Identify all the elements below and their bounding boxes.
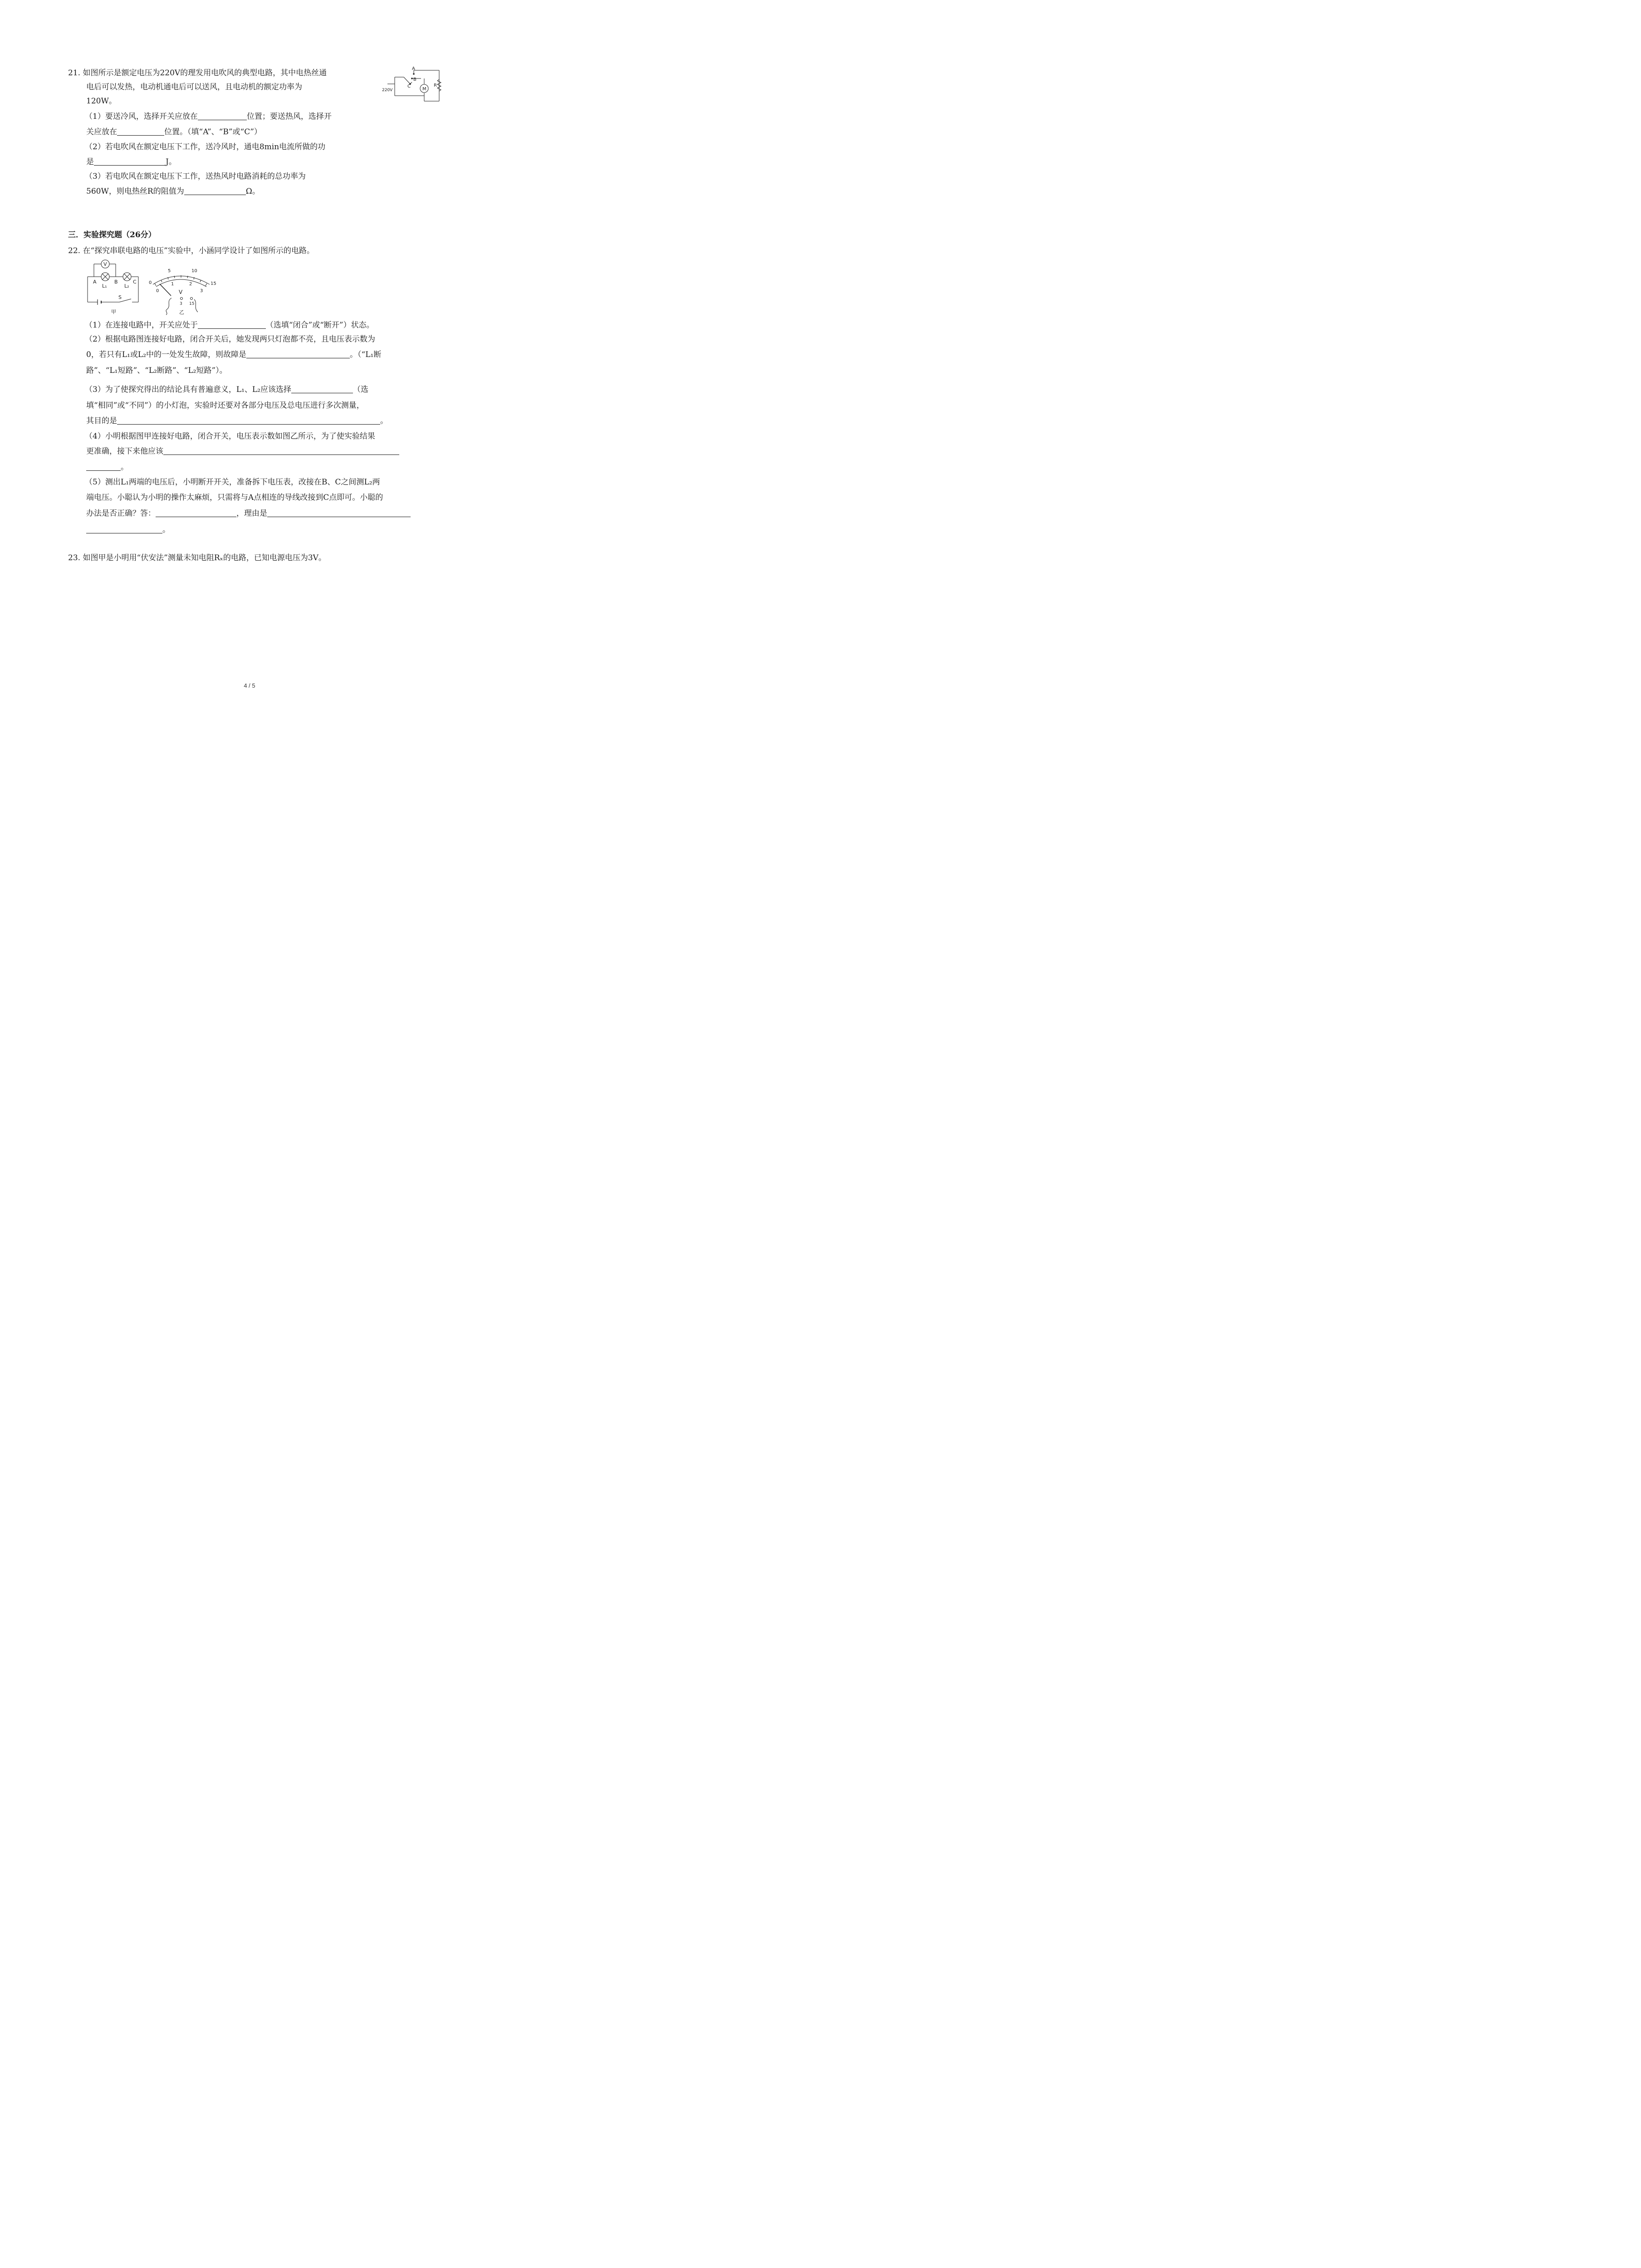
motor-label: M (422, 87, 426, 92)
q22-answer-blank-5[interactable] (163, 446, 399, 455)
dial-unit-label: V (179, 289, 183, 295)
q22-answer-blank-4[interactable] (117, 416, 380, 425)
top-scale-0: 0 (149, 280, 152, 285)
q21-part2-line2 (86, 157, 176, 167)
q21-part1-line1 (85, 112, 332, 122)
q21-line3: 120W。 (86, 97, 117, 106)
q21-answer-blank-2[interactable] (117, 127, 164, 136)
q22-answer-blank-7[interactable] (267, 508, 411, 517)
q22-part1-text-a: （1）在连接电路中，开关应处于 (85, 321, 198, 330)
hair-dryer-circuit-diagram (381, 66, 442, 104)
q22-part3-text-e: 。 (380, 416, 388, 425)
q22-part4-line1: （4）小明根据图甲连接好电路，闭合开关，电压表示数如图乙所示，为了使实验结果 (85, 432, 375, 441)
series-circuit-figure-jia (84, 259, 143, 315)
resistor-label: R (434, 83, 437, 88)
point-c-label: C (133, 279, 137, 285)
terminal-3-label: 3 (180, 302, 182, 306)
q22-answer-blank-5-continued[interactable] (86, 462, 121, 471)
q21-part3-line1: （3）若电吹风在额定电压下工作，送热风时电路消耗的总功率为 (85, 172, 306, 181)
q22-answer-blank-7-continued[interactable] (86, 525, 162, 533)
q22-part5-text-d: ，理由是 (236, 509, 267, 518)
q22-part4-line3 (86, 462, 128, 472)
q23-intro: 23. 如图甲是小明用“伏安法”测量未知电阻Rₓ的电路，已知电源电压为3V。 (68, 553, 326, 562)
q21-answer-blank-1[interactable] (198, 112, 247, 120)
figure-yi-caption: 乙 (179, 309, 184, 315)
voltmeter-dial-figure-yi (146, 264, 219, 316)
q22-part3-line1 (85, 385, 368, 395)
q22-part5-line3 (86, 508, 411, 518)
terminal-a-dot (413, 73, 415, 75)
bottom-scale-2: 2 (189, 282, 192, 287)
label-a: A (412, 66, 415, 71)
figure-jia-caption: 甲 (111, 309, 116, 315)
point-a-label: A (93, 279, 97, 285)
terminal-15-label: 15 (189, 302, 195, 306)
bottom-scale-3: 3 (200, 288, 203, 293)
q22-part3-text-d: 其目的是 (86, 416, 117, 425)
q22-answer-blank-6[interactable] (156, 508, 236, 517)
q22-part1-line1 (85, 320, 374, 330)
q22-answer-blank-3[interactable] (291, 385, 353, 393)
q21-part3-text-b: 560W，则电热丝R的阻值为 (86, 187, 184, 196)
top-scale-10: 10 (191, 269, 197, 274)
label-220v: 220V (382, 88, 393, 93)
q21-part2-text-b: 是 (86, 157, 94, 166)
q21-line1: 21. 如图所示是额定电压为220V的理发用电吹风的典型电路，其中电热丝通 (68, 68, 327, 78)
q22-part3-line2: 填“相同”或“不同”）的小灯泡，实验时还要对各部分电压及总电压进行多次测量， (86, 401, 364, 410)
label-c: C (407, 84, 411, 89)
q21-part2-line1: （2）若电吹风在额定电压下工作，送冷风时，通电8min电流所做的功 (85, 142, 326, 152)
q22-part2-text-c: 。（“L₁断 (350, 350, 382, 359)
q21-answer-blank-4[interactable] (184, 186, 246, 195)
q21-part2-text-c: J。 (166, 157, 176, 166)
q22-part5-line1: （5）测出L₁两端的电压后，小明断开开关，准备拆下电压表，改接在B、C之间测L₂两 (85, 478, 380, 487)
q22-part5-text-e: 。 (162, 525, 170, 534)
top-scale-15: 15 (211, 281, 216, 286)
q21-part3-text-c: Ω。 (245, 187, 260, 196)
q22-part5-line2: 端电压。小聪认为小明的操作太麻烦，只需将与A点相连的导线改接到C点即可。小聪的 (86, 493, 383, 502)
q22-part5-text-c: 办法是否正确？答： (86, 509, 156, 518)
lamp-l1-label: L₁ (102, 283, 107, 289)
q22-part4-text-c: 。 (121, 463, 128, 472)
q21-answer-blank-3[interactable] (94, 157, 166, 166)
q22-part4-line2 (86, 446, 399, 456)
q22-part1-text-b: （选填“闭合”或“断开”）状态。 (265, 321, 374, 330)
point-b-label: B (114, 279, 118, 285)
page-number: 4 / 5 (244, 682, 255, 689)
q21-part1-text-a: （1）要送冷风，选择开关应放在 (85, 112, 198, 121)
bottom-scale-1: 1 (171, 282, 174, 287)
q21-line2: 电后可以发热，电动机通电后可以送风，且电动机的额定功率为 (86, 83, 302, 92)
q22-part4-text-b: 更准确，接下来他应该 (86, 447, 163, 456)
top-scale-5: 5 (168, 269, 171, 274)
q21-part1-text-d: 位置。（填“A”、“B”或“C”） (164, 127, 262, 137)
switch-label: S (118, 294, 122, 300)
q21-part1-line2 (86, 127, 262, 137)
dial-pointer (160, 284, 171, 296)
q22-part3-text-b: （选 (353, 385, 369, 394)
wire-left (166, 298, 171, 315)
q22-part2-line3: 路”、“L₁短路”、“L₂断路”、“L₂短路”）。 (86, 366, 227, 375)
q22-part3-line3 (86, 416, 388, 426)
wire-right (194, 299, 198, 312)
lamp-l2-label: L₂ (124, 283, 129, 289)
q22-part2-line1: （2）根据电路图连接好电路，闭合开关后，她发现两只灯泡都不亮，且电压表示数为 (85, 335, 375, 344)
q21-part3-line2 (86, 186, 260, 196)
terminal-b-dot (411, 78, 413, 79)
q22-answer-blank-1[interactable] (198, 320, 266, 329)
label-b: B (413, 77, 416, 82)
q21-part1-text-b: 位置；要送热风，选择开 (246, 112, 332, 121)
q22-part5-line4 (86, 525, 170, 535)
q22-part2-text-b: 0，若只有L₁或L₂中的一处发生故障，则故障是 (86, 350, 247, 359)
voltmeter-label: V (103, 261, 107, 267)
q22-part2-line2 (86, 350, 381, 360)
q22-answer-blank-2[interactable] (246, 350, 350, 358)
section-3-title: 三．实验探究题（26分） (68, 230, 156, 240)
bottom-scale-0: 0 (156, 288, 159, 293)
q22-part3-text-a: （3）为了使探究得出的结论具有普遍意义，L₁、L₂应该选择 (85, 385, 292, 394)
q21-part1-text-c: 关应放在 (86, 127, 117, 137)
q22-intro: 22. 在“探究串联电路的电压”实验中，小涵同学设计了如图所示的电路。 (68, 246, 314, 255)
